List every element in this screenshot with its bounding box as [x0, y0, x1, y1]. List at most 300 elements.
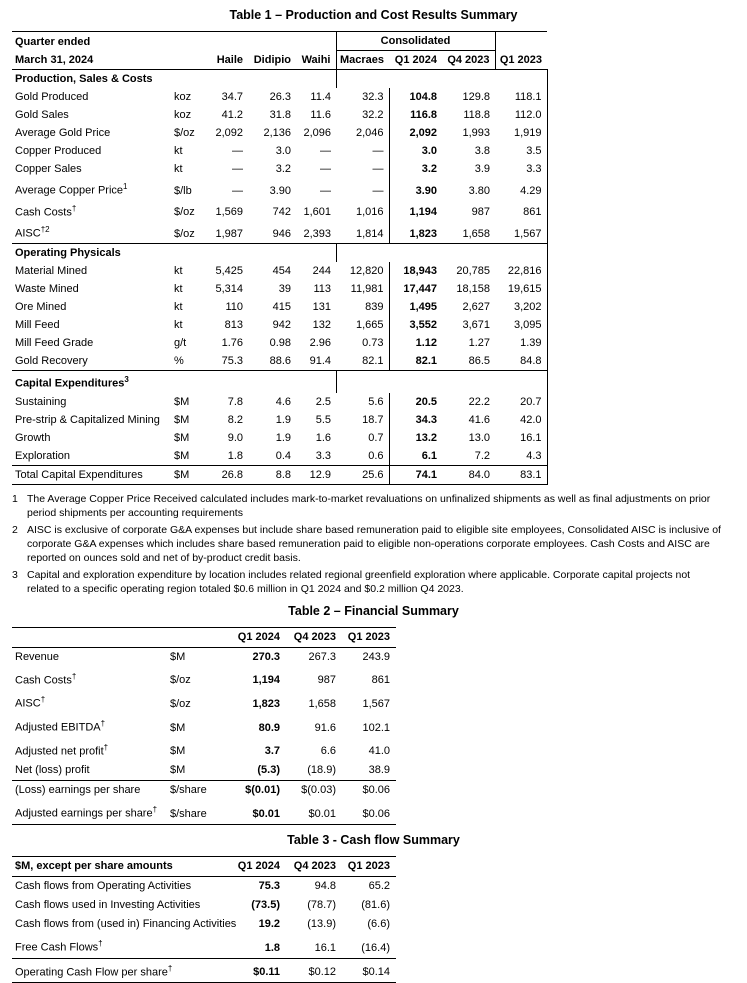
site-value: 0.73 [336, 334, 389, 352]
row-unit: $/oz [170, 674, 191, 687]
consolidated-value: 42.0 [495, 411, 547, 429]
table-row [12, 334, 547, 352]
consolidated-value: 1,658 [462, 227, 491, 240]
footnote-marker: † [40, 695, 46, 705]
row-unit: $/share [168, 781, 226, 801]
total-row-unit: $M [172, 465, 204, 484]
period-value: 65.2 [368, 879, 390, 892]
site-value: — [320, 145, 331, 157]
site-value: 8.2 [227, 413, 243, 426]
section-heading: Capital Expenditures$^3$ [12, 370, 172, 392]
table1-header-period-q1-2023: Q1 2023 [495, 51, 547, 70]
period-value: $0.06 [342, 781, 396, 801]
row-label: Ore Mined [15, 300, 67, 313]
site-value: 2,096 [303, 127, 331, 139]
period-value: $0.11 [226, 958, 286, 983]
spacer [12, 627, 168, 647]
row-unit: $M [174, 395, 190, 408]
consolidated-value: 20,785 [456, 264, 491, 277]
table2-header-period-q1-2024: Q1 2024 [226, 627, 286, 647]
site-value: 11.4 [310, 91, 331, 103]
site-value: 1.9 [275, 431, 291, 444]
spacer [495, 243, 547, 262]
site-value: — [320, 184, 331, 197]
table-row [12, 781, 396, 801]
row-label: AISC† [15, 695, 46, 710]
row-unit: koz [174, 91, 192, 103]
site-value: 131 [312, 300, 331, 313]
table3-header-period-q1-2024: Q1 2024 [226, 856, 286, 876]
consolidated-value: 20.5 [415, 395, 437, 408]
site-value: 11,981 [336, 280, 389, 298]
table1-header-site-waihi: Waihi [296, 51, 336, 70]
row-label: Material Mined [15, 264, 88, 277]
consolidated-value: 1,194 [409, 206, 437, 219]
consolidated-value: 7.2 [474, 449, 491, 462]
consolidated-value: 2,627 [462, 300, 491, 313]
row-label: Exploration [15, 449, 71, 462]
table-row [12, 876, 396, 896]
table2-header-period-q1-2023: Q1 2023 [342, 627, 396, 647]
row-label: Mill Feed [15, 318, 60, 331]
consolidated-value: 19,615 [495, 280, 547, 298]
row-label: Adjusted earnings per share† [12, 800, 168, 824]
table3-header-label: $M, except per share amounts [12, 856, 226, 876]
period-value: 19.2 [258, 917, 280, 930]
site-value: — [336, 160, 389, 178]
consolidated-value: 22.2 [468, 395, 491, 408]
table1-header-consolidated: Consolidated [336, 32, 495, 51]
table-row [12, 200, 547, 222]
site-value: 3.90 [269, 184, 291, 197]
site-value: — [336, 142, 389, 160]
period-value: (78.7) [307, 898, 336, 911]
row-unit: kt [174, 145, 183, 157]
period-value: 91.6 [314, 721, 336, 734]
site-value: 5.5 [315, 413, 331, 426]
consolidated-value: 3.9 [474, 163, 491, 175]
consolidated-value: 118.1 [495, 88, 547, 106]
site-value: — [232, 184, 243, 197]
site-value: 2.96 [309, 336, 331, 349]
consolidated-value: 3.5 [495, 142, 547, 160]
total-site-value: 12.9 [296, 465, 336, 484]
consolidated-value: 3.2 [421, 163, 437, 175]
site-value: 942 [272, 318, 291, 331]
table-row [12, 958, 396, 983]
spacer [248, 32, 296, 51]
table2-header-period-q4-2023: Q4 2023 [286, 627, 342, 647]
period-value: 1,194 [252, 674, 280, 687]
spacer [389, 70, 442, 89]
table1-header-period-q1-2024: Q1 2024 [389, 51, 442, 70]
table-row [12, 124, 547, 142]
period-value: 987 [317, 674, 336, 687]
consolidated-value: 17,447 [403, 282, 437, 295]
footnote [12, 492, 724, 520]
consolidated-value: 20.7 [495, 393, 547, 411]
section-heading: Production, Sales & Costs [12, 70, 172, 89]
site-value: 11.6 [310, 109, 331, 121]
table-row [12, 738, 396, 762]
row-label: Gold Produced [15, 91, 89, 103]
table-row [12, 280, 547, 298]
row-label: Sustaining [15, 395, 67, 408]
site-value: 7.8 [227, 395, 243, 408]
consolidated-value: 1.12 [415, 336, 437, 349]
site-value: 5,314 [215, 282, 243, 295]
spacer [495, 70, 547, 89]
consolidated-value: 13.0 [468, 431, 491, 444]
table-row [12, 262, 547, 280]
period-value: 1.8 [264, 941, 280, 954]
row-unit: $/share [168, 800, 226, 824]
consolidated-value: 22,816 [495, 262, 547, 280]
site-value: 41.2 [221, 109, 243, 121]
period-value: (5.3) [257, 764, 280, 777]
table3-header-period-q1-2023: Q1 2023 [342, 856, 396, 876]
row-unit: $/oz [170, 697, 191, 710]
spacer [168, 627, 226, 647]
site-value: 82.1 [336, 352, 389, 371]
spacer [296, 243, 336, 262]
row-label: Gold Recovery [15, 354, 88, 367]
table-row [12, 429, 547, 447]
consolidated-value: 34.3 [415, 413, 437, 426]
site-value: 244 [312, 264, 331, 277]
row-label: Copper Sales [15, 163, 82, 175]
site-value: 0.6 [336, 447, 389, 466]
consolidated-value: 41.6 [468, 413, 491, 426]
period-value: 270.3 [252, 650, 280, 663]
spacer [336, 370, 389, 392]
footnote-marker: † [98, 938, 103, 948]
consolidated-value: 18,943 [403, 264, 437, 277]
site-value: — [232, 163, 243, 175]
table-row [12, 298, 547, 316]
table-row [12, 221, 547, 243]
consolidated-value: 1,567 [495, 221, 547, 243]
table-row [12, 667, 396, 691]
period-value: (16.4) [361, 941, 390, 954]
row-label: Adjusted EBITDA† [15, 718, 106, 734]
table3-header-period-q4-2023: Q4 2023 [286, 856, 342, 876]
spacer [204, 32, 248, 51]
footnote-text: The Average Copper Price Received calculated includes mark-to-market revaluations on unfinalized shipments as well as final adjustments on prior period shipments per accounting requirements [27, 492, 711, 519]
spacer [172, 51, 204, 70]
consolidated-value: 3,202 [495, 298, 547, 316]
table1-header-date: March 31, 2024 [12, 51, 172, 70]
site-value: 2,092 [215, 127, 243, 139]
footnote-number: 2 [12, 523, 18, 536]
row-unit: $M [170, 650, 186, 663]
row-unit: $M [170, 721, 186, 734]
table1-header-quarter-ended: Quarter ended [12, 32, 172, 51]
spacer [248, 370, 296, 392]
table1-header-row-1 [12, 32, 547, 51]
table1-production-and-cost-results [12, 31, 548, 485]
site-value: 742 [272, 206, 291, 219]
consolidated-value: 112.0 [495, 106, 547, 124]
row-unit: % [174, 354, 184, 367]
row-label: AISC$^{\dagger 2}$ [15, 225, 50, 240]
period-value: 6.6 [320, 745, 336, 758]
row-unit: $/oz [174, 206, 195, 219]
table2-header-row [12, 627, 396, 647]
row-unit: $M [170, 745, 186, 758]
table-row [12, 896, 396, 915]
spacer [296, 70, 336, 89]
row-label: Average Gold Price [15, 127, 111, 139]
row-unit: $M [174, 413, 190, 426]
total-consolidated-value: 84.0 [442, 465, 495, 484]
consolidated-value: 129.8 [462, 91, 491, 103]
spacer [172, 70, 204, 89]
period-value: 94.8 [314, 879, 336, 892]
consolidated-value: 82.1 [415, 354, 437, 367]
row-unit: koz [174, 109, 192, 121]
site-value: 110 [225, 300, 243, 313]
spacer [336, 243, 389, 262]
table-row [12, 178, 547, 200]
row-label: Net (loss) profit [15, 764, 90, 777]
site-value: 1,569 [215, 206, 243, 219]
period-value: 3.7 [264, 745, 280, 758]
consolidated-value: 1,495 [409, 300, 437, 313]
period-value: 16.1 [314, 941, 336, 954]
site-value: 1,016 [336, 200, 389, 222]
period-value: (13.9) [307, 917, 336, 930]
row-label: Revenue [15, 650, 60, 663]
site-value: 1.8 [227, 449, 243, 462]
site-value: 26.3 [269, 91, 291, 103]
spacer [172, 370, 204, 392]
footnote-text: AISC is exclusive of corporate G&A expenses but include share based remuneration paid to eligible site employees, Consolidated AISC is inclusive of corporate G&A expenses which includes share based remuneration paid to eligible non-operations corporate employees. Cash Costs and AISC are reported on ounces sold and net of by-product credit basis. [27, 523, 721, 564]
table2-financial-summary [12, 627, 396, 825]
site-value: 0.98 [269, 336, 291, 349]
period-value: 38.9 [368, 764, 390, 777]
footnote-marker: 3 [124, 374, 129, 384]
site-value: 12,820 [336, 262, 389, 280]
consolidated-value: 13.2 [415, 431, 437, 444]
spacer [495, 370, 547, 392]
consolidated-value: 1,823 [409, 227, 437, 240]
row-unit: kt [174, 163, 183, 175]
site-value: 2,046 [336, 124, 389, 142]
site-value: 75.3 [221, 354, 243, 367]
period-value: $0.01 [286, 800, 342, 824]
site-value: 9.0 [227, 431, 243, 444]
consolidated-value: 1,993 [462, 127, 491, 139]
period-value: 41.0 [368, 745, 390, 758]
table-row [12, 88, 547, 106]
spacer [442, 70, 495, 89]
period-value: 102.1 [362, 721, 390, 734]
site-value: 839 [336, 298, 389, 316]
site-value: 4.6 [275, 395, 291, 408]
table-row [12, 106, 547, 124]
spacer [204, 70, 248, 89]
table-row [12, 447, 547, 466]
site-value: 91.4 [309, 354, 331, 367]
period-value: 75.3 [258, 879, 280, 892]
total-consolidated-value: 74.1 [389, 465, 442, 484]
row-label: Operating Cash Flow per share† [12, 958, 226, 983]
table-row [12, 934, 396, 958]
table1-header-row-2 [12, 51, 547, 70]
row-unit: $/oz [174, 227, 195, 240]
site-value: 32.2 [336, 106, 389, 124]
table-row [12, 915, 396, 934]
row-label: Waste Mined [15, 282, 79, 295]
row-label: Free Cash Flows† [15, 938, 103, 954]
spacer [204, 370, 248, 392]
period-value: 1,567 [362, 697, 390, 710]
table1-header-period-q4-2023: Q4 2023 [442, 51, 495, 70]
consolidated-value: 3.90 [415, 184, 437, 197]
row-label: Copper Produced [15, 145, 102, 157]
consolidated-value: 116.8 [410, 109, 437, 121]
row-label: Cash Costs† [15, 203, 77, 219]
table-row [12, 761, 396, 781]
table1-total-row [12, 465, 547, 484]
site-value: 88.6 [269, 354, 291, 367]
table1-section-heading-row [12, 370, 547, 392]
footnote-number: 1 [12, 492, 18, 505]
consolidated-value: 18,158 [456, 282, 491, 295]
site-value: 2.5 [315, 395, 331, 408]
table-row [12, 411, 547, 429]
consolidated-value: 1.27 [468, 336, 491, 349]
row-label: Adjusted net profit† [15, 742, 109, 758]
site-value: 31.8 [269, 109, 291, 121]
row-label: Growth [15, 431, 51, 444]
spacer [172, 243, 204, 262]
spacer [296, 370, 336, 392]
site-value: — [336, 178, 389, 200]
table2-title: Table 2 – Financial Summary [288, 603, 459, 618]
site-value: 113 [313, 282, 331, 295]
consolidated-value: 104.8 [409, 91, 437, 103]
footnote-marker: † [71, 671, 77, 681]
spacer [389, 370, 442, 392]
footnote-marker: † [103, 742, 109, 752]
row-label: Cash flows from (used in) Financing Activities [15, 917, 237, 930]
consolidated-value: 3,095 [495, 316, 547, 334]
period-value: $0.12 [286, 958, 342, 983]
footnote-marker: † [71, 203, 77, 213]
row-label: Cash flows used in Investing Activities [15, 898, 201, 911]
consolidated-value: 861 [495, 200, 547, 222]
site-value: 0.4 [275, 449, 291, 462]
period-value: (81.6) [361, 898, 390, 911]
site-value: 3.3 [315, 449, 331, 462]
period-value: 243.9 [362, 650, 390, 663]
spacer [296, 32, 336, 51]
row-unit: kt [174, 300, 183, 313]
row-unit: $M [170, 764, 186, 777]
period-value: $0.06 [342, 800, 396, 824]
spacer [442, 243, 495, 262]
row-label: Mill Feed Grade [15, 336, 94, 349]
row-label: (Loss) earnings per share [12, 781, 168, 801]
table-row [12, 714, 396, 738]
site-value: 415 [272, 300, 291, 313]
footnote-marker: † [152, 805, 158, 815]
footnote-marker: 1 [123, 182, 128, 191]
row-unit: kt [174, 264, 183, 277]
row-label: Cash flows from Operating Activities [15, 879, 192, 892]
footnote-marker: †2 [40, 225, 50, 235]
period-value: 1,658 [308, 697, 336, 710]
site-value: 1.9 [275, 413, 291, 426]
consolidated-value: 987 [471, 206, 491, 219]
row-unit: $/lb [174, 184, 192, 197]
row-unit: $M [174, 431, 190, 444]
site-value: 32.3 [336, 88, 389, 106]
consolidated-value: 2,092 [409, 127, 437, 139]
row-unit: g/t [174, 336, 187, 349]
table3-title: Table 3 - Cash flow Summary [287, 832, 460, 847]
row-unit: kt [174, 282, 183, 295]
period-value: 1,823 [252, 697, 280, 710]
consolidated-value: 118.8 [463, 109, 491, 121]
consolidated-value: 1.39 [495, 334, 547, 352]
total-site-value: 26.8 [204, 465, 248, 484]
table1-header-site-macraes: Macraes [336, 51, 389, 70]
period-value: $(0.01) [226, 781, 286, 801]
spacer [248, 243, 296, 262]
row-label: Average Copper Price$^1$ [15, 182, 128, 197]
period-value: 861 [371, 674, 390, 687]
consolidated-value: 4.29 [495, 178, 547, 200]
site-value: — [232, 145, 243, 157]
table-row [12, 160, 547, 178]
site-value: 0.7 [336, 429, 389, 447]
total-consolidated-value: 83.1 [495, 465, 547, 484]
site-value: 1,601 [303, 206, 331, 219]
footnote-marker: † [167, 963, 173, 973]
table-row [12, 647, 396, 667]
row-label: Cash Costs† [15, 671, 77, 687]
consolidated-value: 4.3 [495, 447, 547, 466]
period-value: $(0.03) [286, 781, 342, 801]
table1-header-site-didipio: Didipio [248, 51, 296, 70]
spacer [248, 70, 296, 89]
total-site-value: 8.8 [248, 465, 296, 484]
spacer [495, 32, 547, 51]
site-value: 1.76 [221, 336, 243, 349]
document-page [0, 8, 747, 983]
consolidated-value: 3.80 [468, 184, 491, 197]
period-value: $0.14 [342, 958, 396, 983]
table3-cash-flow-summary [12, 856, 396, 983]
consolidated-value: 3,671 [462, 318, 491, 331]
table1-section-heading-row [12, 243, 547, 262]
spacer [442, 370, 495, 392]
table-row [12, 800, 396, 824]
consolidated-value: 16.1 [495, 429, 547, 447]
consolidated-value: 3.0 [421, 145, 437, 157]
consolidated-value: 1,919 [495, 124, 547, 142]
site-value: — [320, 163, 331, 175]
period-value: (73.5) [251, 898, 280, 911]
consolidated-value: 3.8 [474, 145, 491, 157]
row-unit: kt [174, 318, 183, 331]
footnote-marker: † [100, 718, 106, 728]
section-heading: Operating Physicals [12, 243, 172, 262]
consolidated-value: 3,552 [409, 318, 437, 331]
